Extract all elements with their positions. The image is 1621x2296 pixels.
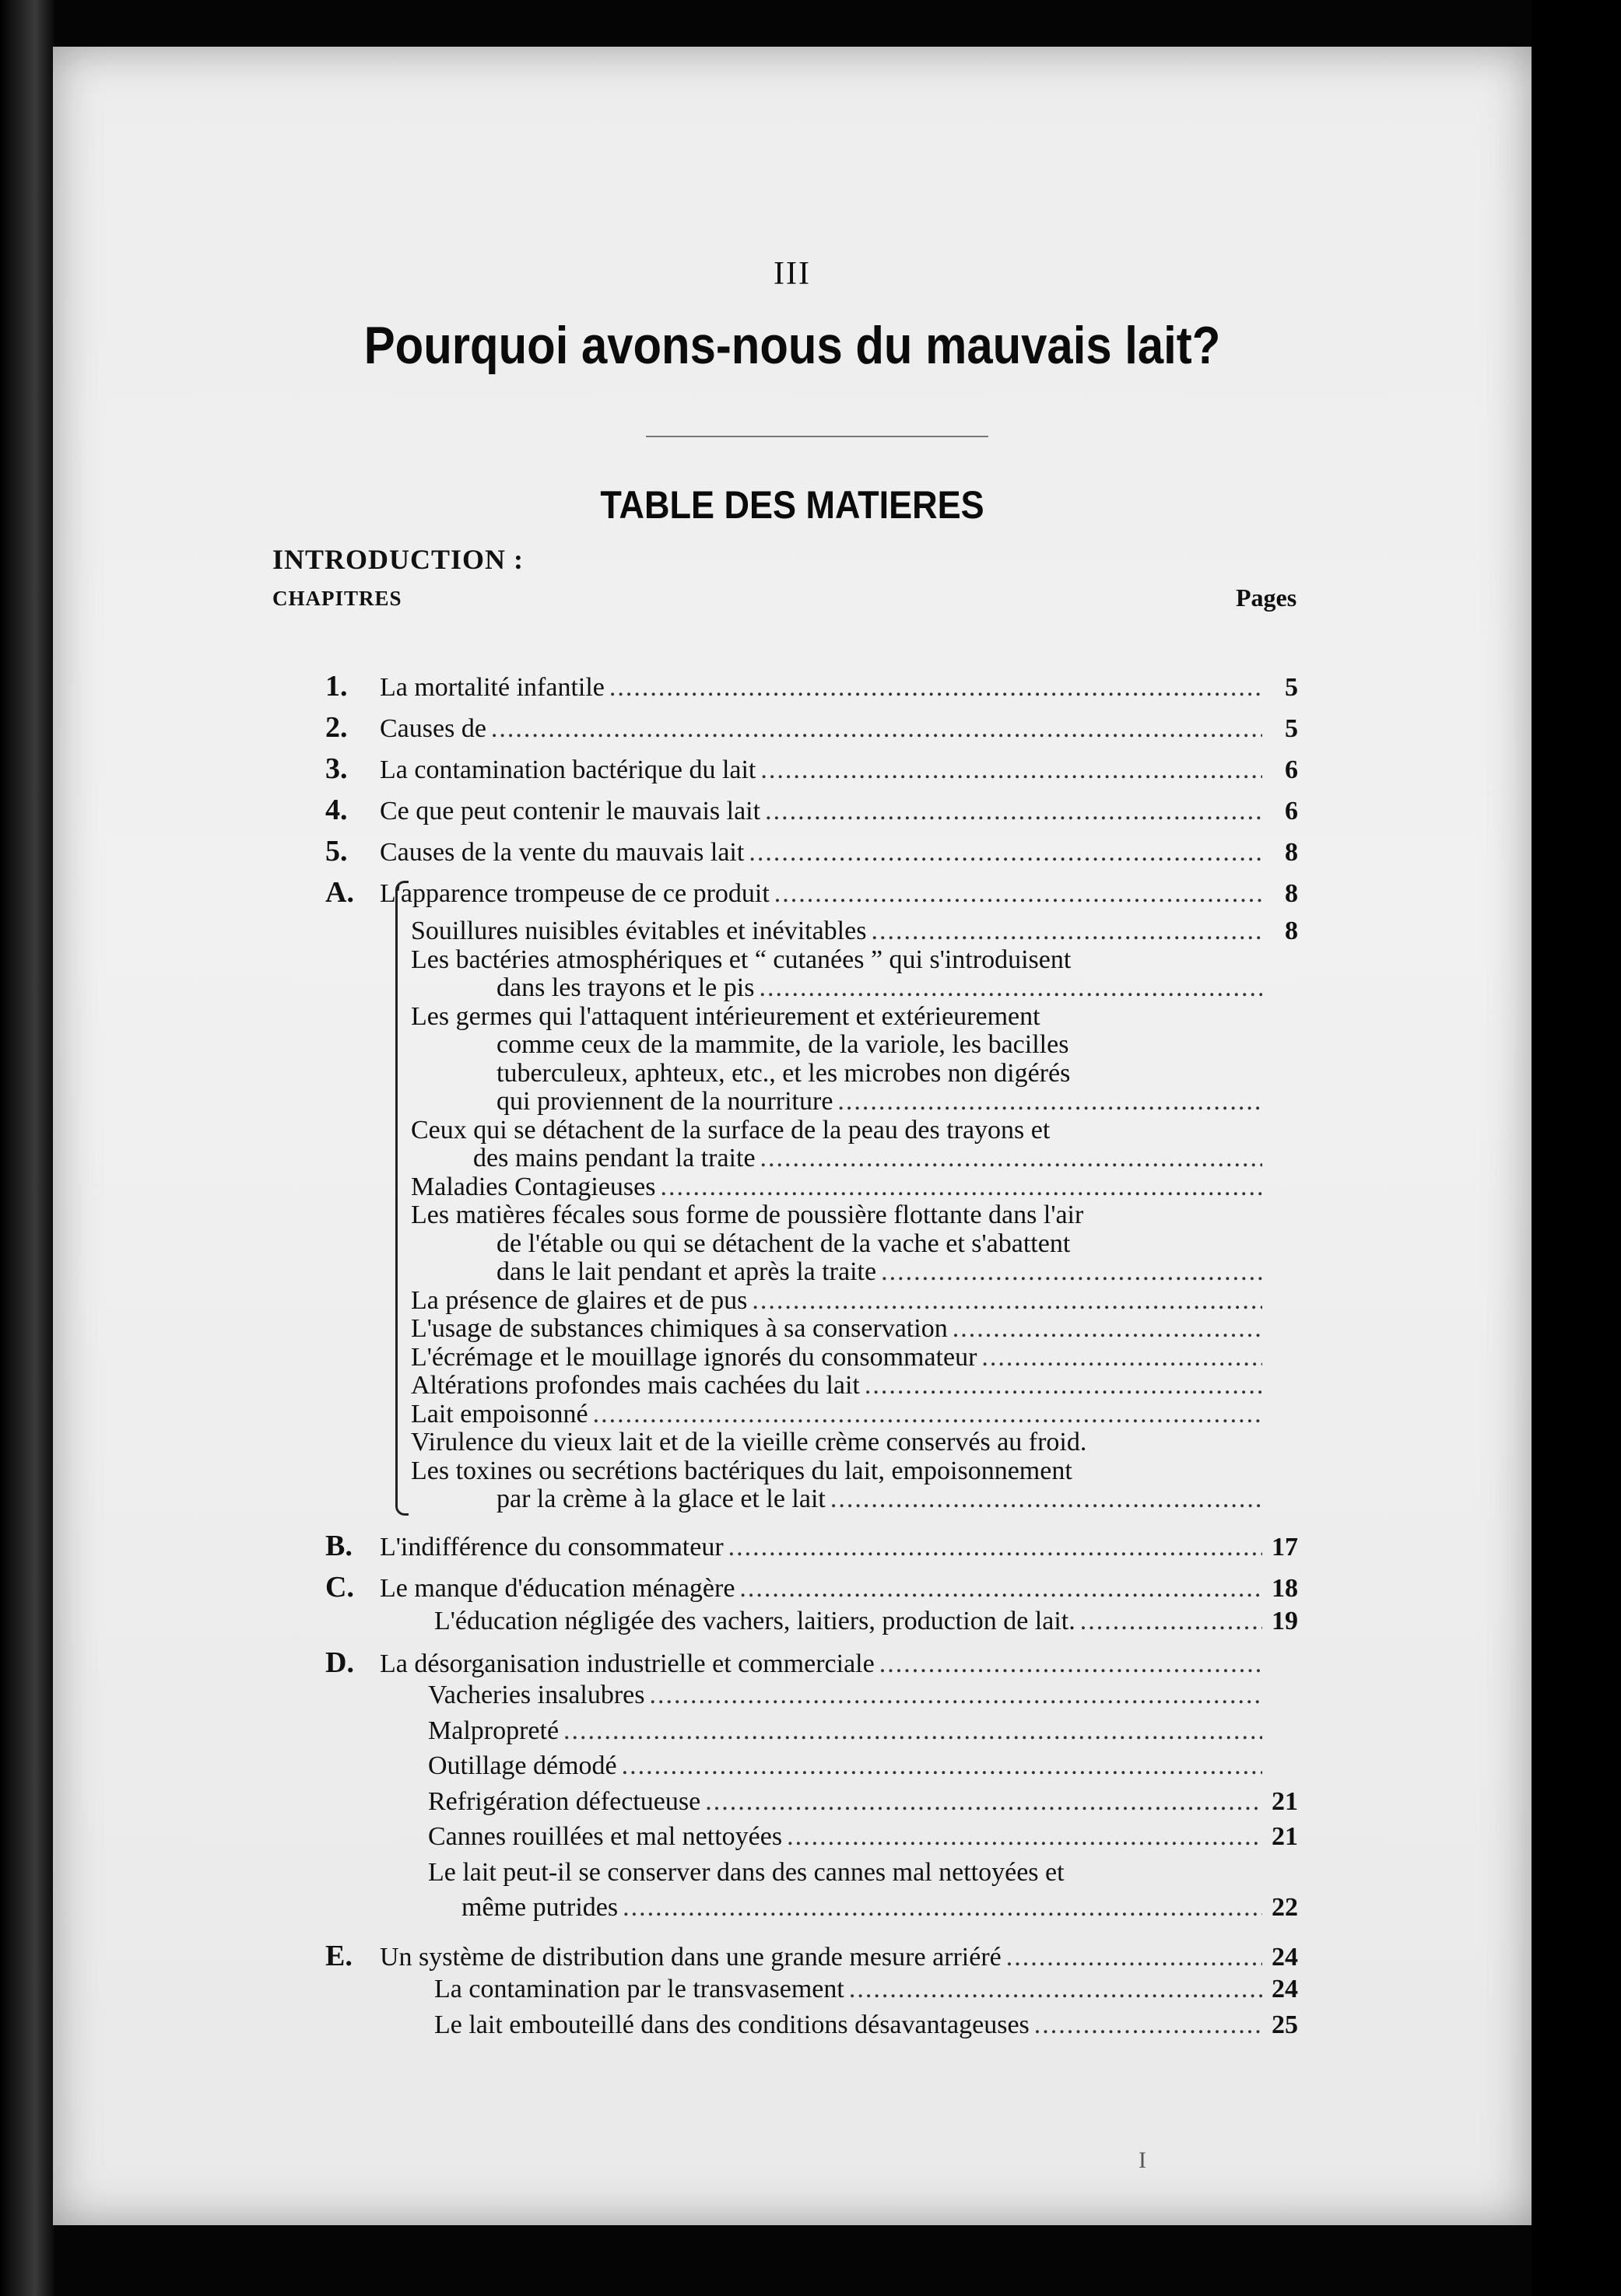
subsection-a-entry [496,1059,1298,1088]
entry-text: L'indifférence du consommateur [380,1533,724,1562]
entry-number: 5. [325,835,348,868]
dot-leader [623,1893,1262,1923]
dot-leader [609,673,1262,703]
entry-text: Ceux qui se détachent de la surface de la peau des trayons et [411,1115,1051,1144]
section-c-entry [325,1570,1298,1604]
section-c-subentry [434,1607,1298,1636]
subsection-a-entry [473,1144,1298,1173]
section-d-subentry [428,1681,1298,1710]
dot-leader [830,1485,1262,1514]
entry-page-number: 22 [1272,1893,1298,1922]
entry-text: La présence de glaires et de pus [411,1285,748,1315]
dot-leader [953,1314,1262,1344]
dot-leader [728,1533,1262,1562]
dot-leader [787,1822,1262,1852]
subsection-a-entry [411,1371,1298,1400]
entry-text: La désorganisation industrielle et commerciale [380,1649,875,1678]
entry-text: Cannes rouillées et mal nettoyées [428,1822,783,1851]
entry-text: Les matières fécales sous forme de poussière flottante dans l'air [411,1201,1084,1229]
subsection-a-entry [411,945,1298,975]
entry-text: La contamination par le transvasement [434,1975,844,2003]
entry-text: Causes de [380,714,486,743]
chapter-entry [325,752,1298,786]
page-edge-shadow [1532,0,1621,2296]
subsection-a-entry [411,1173,1298,1202]
entry-text: comme ceux de la mammite, de la variole, les bacilles [496,1030,1069,1059]
entry-page-number: 6 [1285,755,1298,784]
entry-page-number: 21 [1272,1822,1298,1851]
book-page [53,47,1532,2225]
entry-text: Ce que peut contenir le mauvais lait [380,797,761,826]
toc-title: TABLE DES MATIERES [600,483,984,527]
dot-leader [739,1574,1262,1604]
subsection-a-entry [496,1257,1298,1287]
subsection-a-entry [496,973,1298,1003]
entry-text: qui proviennent de la nourriture [496,1087,833,1116]
entry-text: Le manque d'éducation ménagère [380,1574,735,1603]
dot-leader [749,838,1262,868]
dot-leader [774,879,1262,909]
entry-number: 3. [325,752,348,785]
dot-leader [1006,1943,1262,1972]
dot-leader [879,1649,1262,1679]
dot-leader [765,797,1262,826]
entry-page-number: 18 [1272,1574,1298,1603]
subsection-a-entry [411,1286,1298,1316]
entry-text: Un système de distribution dans une grande mesure arriéré [380,1943,1002,1972]
entry-text: Outillage démodé [428,1751,617,1780]
dot-leader [491,714,1262,744]
chapter-entry [325,793,1298,827]
subsection-a-entry [411,1314,1298,1344]
entry-text: des mains pendant la traite [473,1144,756,1173]
page-title: Pourquoi avons-nous du mauvais lait? [363,316,1221,375]
entry-text: Le lait peut-il se conserver dans des cannes mal nettoyées et [428,1857,1065,1887]
section-d-subentry [428,1787,1298,1817]
dot-leader [650,1681,1262,1710]
section-d-subentry [461,1893,1298,1923]
entry-text: Souillures nuisibles évitables et inévitables [411,917,867,945]
entry-page-number: 24 [1272,1943,1298,1972]
entry-text: Lait empoisonné [411,1399,588,1428]
dot-leader [563,1716,1262,1746]
subsection-a-entry [411,1400,1298,1429]
entry-number: B. [325,1530,353,1562]
table-of-contents [53,47,1532,2225]
dot-leader [1080,1607,1262,1636]
entry-page-number: 24 [1272,1975,1298,2003]
chapter-entry [325,669,1298,703]
entry-text: La contamination bactérique du lait [380,755,756,784]
chapter-entry [325,834,1298,868]
entry-text: Malpropreté [428,1716,560,1745]
entry-text: Les bactéries atmosphériques et “ cutanées ” qui s'introduisent [411,945,1072,974]
entry-text: même putrides [461,1893,619,1922]
entry-text: L'éducation négligée des vachers, laitiers, production de lait. [434,1607,1075,1635]
section-e-entry [325,1939,1298,1973]
subsection-a-entry [411,1456,1298,1486]
entry-number: E. [325,1940,353,1972]
entry-text: La mortalité infantile [380,673,605,702]
introduction-label: INTRODUCTION : [272,544,525,575]
entry-number: 1. [325,670,348,703]
section-a-brace [395,881,409,1516]
entry-text: par la crème à la glace et le lait [496,1485,826,1513]
entry-number: A. [325,876,354,909]
dot-leader [881,1257,1262,1287]
subsection-a-entry [411,1002,1298,1032]
entry-number: 4. [325,794,348,826]
chapter-entry [325,875,1298,910]
section-d-entry [325,1646,1298,1680]
dot-leader [871,917,1262,946]
entry-page-number: 17 [1272,1533,1298,1562]
dot-leader [837,1087,1262,1116]
entry-text: Le lait embouteillé dans des conditions désavantageuses [434,2010,1030,2039]
dot-leader [660,1173,1262,1202]
subsection-a-entry [411,1116,1298,1145]
entry-text: Vacheries insalubres [428,1681,645,1709]
book-spine [0,0,54,2296]
entry-text: dans le lait pendant et après la traite [496,1257,877,1286]
entry-text: Refrigération défectueuse [428,1786,701,1816]
entry-number: D. [325,1646,354,1679]
subsection-a-entry [496,1229,1298,1259]
subsection-a-entry [411,917,1298,946]
entry-page-number: 8 [1285,917,1298,945]
dot-leader [705,1787,1262,1817]
entry-text: dans les trayons et le pis [496,973,755,1002]
section-d-subentry [428,1822,1298,1852]
dot-leader [622,1751,1262,1781]
section-d-subentry [428,1716,1298,1746]
entry-text: Les germes qui l'attaquent intérieurement et extérieurement [411,1001,1040,1031]
subsection-a-entry [411,1343,1298,1372]
entry-page-number: 8 [1285,879,1298,908]
subsection-a-entry [411,1428,1298,1457]
dot-leader [1034,2010,1262,2040]
entry-text: Les toxines ou secrétions bactériques du lait, empoisonnement [411,1456,1072,1485]
subsection-a-entry [496,1030,1298,1060]
dot-leader [593,1400,1262,1429]
section-d-subentry [428,1751,1298,1781]
entry-page-number: 6 [1285,797,1298,826]
entry-number: C. [325,1571,354,1604]
entry-text: L'usage de substances chimiques à sa conservation [411,1314,948,1343]
section-number: III [774,256,811,292]
page-footer-mark: I [1139,2147,1146,2173]
section-e-subentry [434,1975,1298,2004]
entry-text: L'écrémage et le mouillage ignorés du consommateur [411,1342,977,1372]
entry-text: tuberculeux, aphteux, etc., et les microbes non digérés [496,1058,1071,1088]
entry-page-number: 5 [1285,714,1298,743]
entry-page-number: 5 [1285,673,1298,702]
section-e-subentry [434,2010,1298,2040]
entry-text: Causes de la vente du mauvais lait [380,838,745,867]
dot-leader [849,1975,1262,2004]
dot-leader [752,1286,1262,1316]
dot-leader [759,973,1262,1003]
dot-leader [865,1371,1262,1400]
entry-page-number: 21 [1272,1786,1298,1816]
dot-leader [760,1144,1262,1173]
section-b-entry [325,1529,1298,1563]
entry-page-number: 25 [1272,2010,1298,2039]
entry-page-number: 19 [1272,1607,1298,1635]
entry-text: Maladies Contagieuses [411,1172,656,1201]
entry-number: 2. [325,711,348,744]
entry-text: de l'étable ou qui se détachent de la vache et s'abattent [496,1229,1071,1258]
section-d-subentry [428,1858,1298,1888]
subsection-a-entry [411,1201,1298,1230]
entry-text: L'apparence trompeuse de ce produit [380,879,770,908]
dot-leader [760,755,1262,785]
subsection-a-entry [496,1087,1298,1116]
entry-page-number: 8 [1285,838,1298,867]
entry-text: Altérations profondes mais cachées du lait [411,1371,860,1400]
dot-leader [981,1343,1262,1372]
chapters-label: CHAPITRES [272,587,402,610]
subsection-a-entry [496,1485,1298,1514]
entry-text: Virulence du vieux lait et de la vieille crème conservés au froid. [411,1428,1087,1456]
chapter-entry [325,710,1298,745]
pages-label: Pages [1236,584,1297,612]
